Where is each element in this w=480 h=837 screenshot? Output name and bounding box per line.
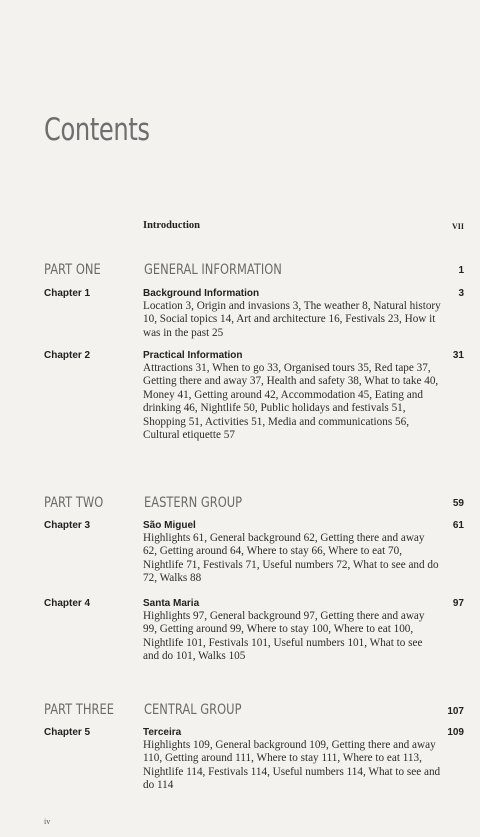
part-two-page-number: 59	[452, 498, 464, 509]
chapter-1-title: Background Information	[143, 288, 260, 299]
chapter-1-description: Location 3, Origin and invasions 3, The weather 8, Natural history 10, Social topics 14, Art and architecture 16, Festivals 23, How it was in the past 25	[143, 300, 441, 339]
chapter-4-title: Santa Maria	[143, 598, 200, 609]
chapter-5-description: Highlights 109, General background 109, Getting there and away 110, Getting around 111, Where to stay 111, Where to eat 113, Nightlife 114, Festivals 114, Useful numbers 114, What to see and do 114	[143, 739, 441, 792]
page-title: Contents	[44, 112, 150, 148]
chapter-4-description: Highlights 97, General background 97, Getting there and away 99, Getting around 99, Where to stay 100, Where to eat 100, Nightlife 101, Festivals 101, Useful numbers 101, What to see and do 101, Walks 105	[143, 610, 425, 663]
part-three-label: PART THREE	[44, 702, 114, 718]
part-three-title: CENTRAL GROUP	[144, 702, 242, 718]
part-three-page-number: 107	[447, 706, 464, 717]
chapter-3-title: São Miguel	[143, 520, 196, 531]
part-one-label: PART ONE	[44, 262, 101, 278]
part-two-label: PART TWO	[44, 495, 104, 511]
chapter-3-description: Highlights 61, General background 62, Getting there and away 62, Getting around 64, Where to stay 66, Where to eat 70, Nightlife 71, Festivals 71, Useful numbers 72, What to see and do 72, Walks 88	[143, 532, 439, 585]
part-one-page-number: 1	[458, 265, 464, 276]
chapter-2-label: Chapter 2	[44, 350, 91, 361]
part-one-title: GENERAL INFORMATION	[144, 262, 282, 278]
chapter-5-title: Terceira	[143, 727, 182, 738]
chapter-2-title: Practical Information	[143, 350, 243, 361]
chapter-1-label: Chapter 1	[44, 288, 91, 299]
chapter-2-page-number: 31	[452, 350, 464, 361]
chapter-5-page-number: 109	[447, 727, 464, 738]
page-folio: iv	[44, 817, 51, 826]
introduction-label: Introduction	[143, 220, 200, 231]
chapter-5-label: Chapter 5	[44, 727, 91, 738]
chapter-3-page-number: 61	[452, 520, 464, 531]
introduction-page-number: VII	[451, 222, 464, 231]
chapter-2-description: Attractions 31, When to go 33, Organised tours 35, Red tape 37, Getting there and away 37, Health and safety 38, What to take 40, Money 41, Getting around 42, Accommodation 45, Eating and drinking 46, Nightlife 50, Public holidays and festivals 51, Shopping 51, Activities 51, Media and communications 56, Cultural etiquette 57	[143, 362, 439, 442]
chapter-3-label: Chapter 3	[44, 520, 91, 531]
part-two-title: EASTERN GROUP	[144, 495, 243, 511]
chapter-4-label: Chapter 4	[44, 598, 91, 609]
chapter-4-page-number: 97	[452, 598, 464, 609]
chapter-1-page-number: 3	[458, 288, 464, 299]
